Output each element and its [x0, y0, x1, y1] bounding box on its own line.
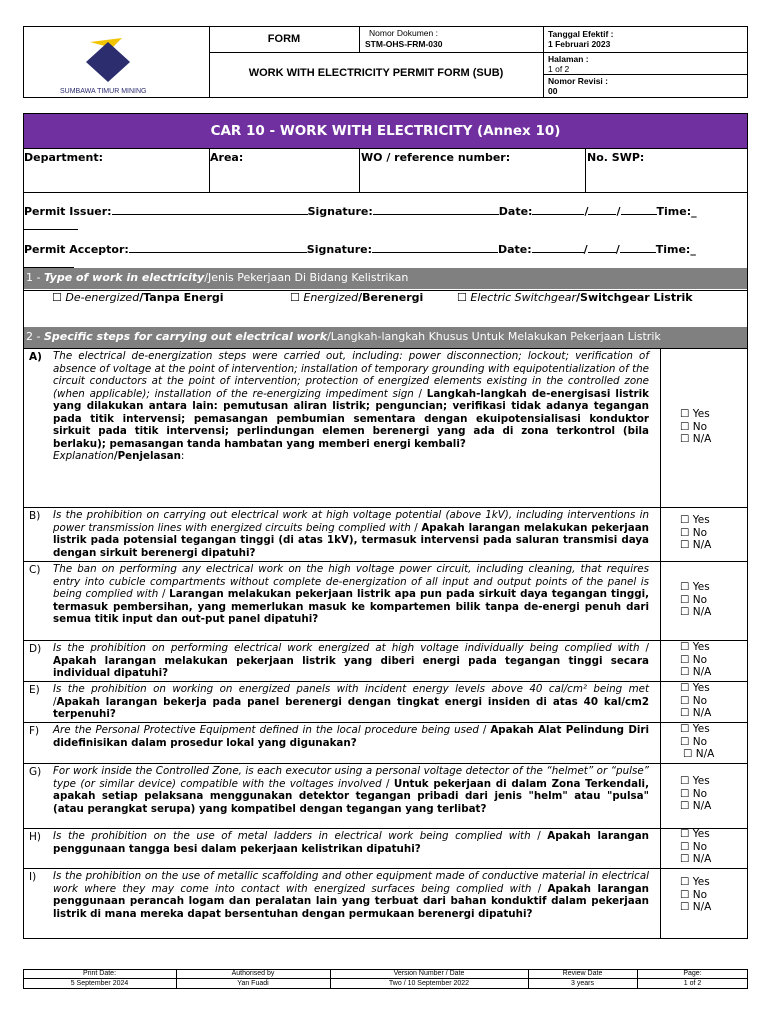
answer-options[interactable] [680, 775, 711, 813]
answer-na-checkbox[interactable]: ☐ N/A [680, 666, 712, 678]
question-text: Is the prohibition on the use of metal ladders in electrical work being complied with / Apakah larangan penggunaan tangga besi dalam pekerjaan kelistrikan dipatuhi? [53, 830, 650, 855]
answer-yes-checkbox[interactable]: ☐ Yes [680, 581, 710, 593]
answer-yes-checkbox[interactable]: ☐ Yes [680, 723, 710, 735]
section-2-header: 2 - Specific steps for carrying out electrical work/Langkah-langkah Khusus Untuk Melakukan Pekerjaan Listrik [24, 327, 747, 348]
footer-page: 1 of 2 [683, 980, 702, 987]
company-name: SUMBAWA TIMUR MINING [60, 88, 147, 95]
checkbox-icon[interactable]: ☐ [457, 291, 467, 304]
answer-yes-checkbox[interactable]: ☐ Yes [680, 876, 710, 888]
question-text: Is the prohibition on the use of metallic scaffolding and other equipment made of conductive material in electrical work where they may come into contact with energized surfaces being complied with / Apakah larangan penggunaan perancah logam dan peralatan lain yang terbuat dari bahan konduktif dalam pekerjaan listrik di mana mereka dapat bersentuhan dengan permukaan berenergi dipatuhi? [53, 870, 650, 920]
answer-yes-checkbox[interactable]: ☐ Yes [680, 641, 710, 653]
answer-options[interactable] [680, 408, 711, 446]
answer-na-checkbox[interactable]: ☐ N/A [680, 901, 712, 913]
answer-options[interactable] [680, 876, 711, 914]
page-value: 1 of 2 [548, 64, 570, 74]
answer-no-checkbox[interactable]: ☐ No [680, 653, 708, 666]
acceptor-signature-label: Signature: [306, 243, 372, 256]
effective-date-label: Tanggal Efektif : [548, 29, 614, 39]
form-banner: CAR 10 - WORK WITH ELECTRICITY (Annex 10) [24, 114, 747, 148]
permit-issuer-row[interactable]: Permit Issuer: Signature: Date: / / Time:_ [24, 205, 697, 218]
question-text: Is the prohibition on carrying out electrical work at high voltage potential (above 1kV), including interventions in power transmission lines with energized circuits being complied with / Apakah larangan melakukan pekerjaan listrik pada potensial tegangan tinggi (di atas 1kV), termasuk intervensi pada saluran transmisi daya dengan sirkuit berenergi dipatuhi? [53, 509, 649, 559]
company-logo [60, 36, 180, 94]
permit-issuer-label: Permit Issuer: [24, 205, 112, 218]
answer-no-checkbox[interactable]: ☐ No [680, 840, 708, 853]
option-switchgear[interactable]: ☐ Electric Switchgear/Switchgear Listrik [457, 291, 693, 304]
question-letter: D) [29, 643, 42, 655]
section-1-header: 1 - Type of work in electricity/Jenis Pekerjaan Di Bidang Kelistrikan [24, 268, 747, 289]
question-letter: A) [29, 351, 42, 363]
form-label: FORM [267, 33, 301, 45]
footer-version-label: Version Number / Date [393, 970, 465, 977]
footer-version: Two / 10 September 2022 [388, 980, 470, 987]
answer-na-checkbox[interactable]: ☐ N/A [683, 748, 715, 760]
answer-options[interactable] [680, 514, 711, 552]
answer-options[interactable] [680, 682, 711, 720]
footer-page-label: Page: [683, 970, 702, 977]
answer-na-checkbox[interactable]: ☐ N/A [680, 606, 712, 618]
question-letter: E) [29, 684, 40, 696]
department-field[interactable]: Department: [24, 151, 103, 164]
answer-na-checkbox[interactable]: ☐ N/A [680, 853, 712, 865]
answer-no-checkbox[interactable]: ☐ No [680, 526, 708, 539]
question-text: Is the prohibition on working on energized panels with incident energy levels above 40 cal/cm² being met /Apakah larangan bekerja pada panel berenergi dengan tingkat energi insiden di atas 40 kal/cm2 terpenuhi? [53, 683, 649, 720]
footer-authorised-by: Yan Fuadi [237, 980, 269, 987]
swp-number-field[interactable]: No. SWP: [587, 151, 645, 164]
answer-no-checkbox[interactable]: ☐ No [680, 593, 708, 606]
question-text: The electrical de-energization steps were carried out, including: power disconnection; lockout; verification of absence of voltage at the point of intervention; installation of temporary grounding with equipotentialization of the circuit conductors at the point of intervention; protection of energized elements existing in the controlled zone (when applicable); installation of the re-energizing impediment sign / Langkah-langkah de-energisasi listrik yang dilakukan antara lain: pemutusan aliran listrik; penguncian; verifikasi tidak adanya tegangan pada titik intervensi; pemasangan pembumian sementara dengan ekuipotensialisasi konduktor sirkuit pada titik intervensi; perlindungan elemen berenergi yang ada di zona terkontrol (bila berlaku); pemasangan tanda hambatan yang memberi energi kembali? Explanation/Penjelasan: [53, 350, 649, 462]
question-text: The ban on performing any electrical work on the high voltage power circuit, including cleaning, that requires entry into cubicle compartments without complete de-energization of all input and output points of the panel is being complied with / Larangan melakukan pekerjaan listrik apa pun pada sirkuit daya tegangan tinggi, termasuk pembersihan, yang memerlukan masuk ke kompartemen bilik tanpa de-energi penuh dari semua titik input dan out-put panel dipatuhi? [53, 563, 650, 625]
option-energized[interactable]: ☐ Energized/Berenergi [290, 291, 424, 304]
issuer-date-label: Date: [498, 205, 533, 218]
question-text: Are the Personal Protective Equipment defined in the local procedure being used / Apakah Alat Pelindung Diri didefinisikan dalam prosedur lokal yang digunakan? [53, 724, 649, 749]
question-text: Is the prohibition on performing electrical work energized at high voltage individually being complied with / Apakah larangan melakukan pekerjaan listrik yang diberi energi pada tegangan tinggi secara individual dipatuhi? [53, 642, 650, 679]
issuer-time-label: Time:_ [656, 205, 697, 218]
footer-review-date: 3 years [571, 980, 594, 987]
checkbox-icon[interactable]: ☐ [52, 291, 62, 304]
answer-yes-checkbox[interactable]: ☐ Yes [680, 775, 710, 787]
answer-yes-checkbox[interactable]: ☐ Yes [680, 408, 710, 420]
answer-yes-checkbox[interactable]: ☐ Yes [680, 828, 710, 840]
wo-reference-field[interactable]: WO / reference number: [361, 151, 511, 164]
doc-number: STM-OHS-FRM-030 [365, 39, 443, 49]
answer-options[interactable] [680, 723, 714, 761]
answer-yes-checkbox[interactable]: ☐ Yes [680, 682, 710, 694]
question-text: For work inside the Controlled Zone, is each executor using a personal voltage detector of the “helmet” or “pulse” type (or similar device) compatible with the voltages involved / Untuk pekerjaan di dalam Zona Terkendali, apakah setiap pelaksana menggunakan detektor tegangan pribadi dari jenis "helm" atau "pulsa" (atau perangkat serupa) yang kompatibel dengan tegangan yang terlibat? [53, 765, 649, 815]
answer-options[interactable] [680, 581, 711, 619]
question-letter: B) [29, 510, 41, 522]
answer-no-checkbox[interactable]: ☐ No [680, 787, 708, 800]
footer-review-label: Review Date [562, 970, 603, 977]
acceptor-date-label: Date: [498, 243, 532, 256]
answer-na-checkbox[interactable]: ☐ N/A [680, 800, 712, 812]
answer-no-checkbox[interactable]: ☐ No [680, 888, 708, 901]
doc-number-label: Nomor Dokumen : [369, 28, 438, 38]
question-letter: I) [29, 871, 37, 883]
permit-acceptor-row[interactable]: Permit Acceptor: Signature: Date: / / Time:_ [24, 243, 696, 256]
answer-no-checkbox[interactable]: ☐ No [680, 735, 708, 748]
revision-label: Nomor Revisi : [548, 76, 608, 86]
footer-print-date: 5 September 2024 [70, 980, 129, 987]
form-title: WORK WITH ELECTRICITY PERMIT FORM (SUB) [248, 67, 504, 79]
acceptor-time-label: Time:_ [655, 243, 696, 256]
footer-authorised-label: Authorised by [231, 970, 275, 977]
answer-na-checkbox[interactable]: ☐ N/A [680, 539, 712, 551]
checkbox-icon[interactable]: ☐ [290, 291, 300, 304]
answer-na-checkbox[interactable]: ☐ N/A [680, 433, 712, 445]
area-field[interactable]: Area: [210, 151, 244, 164]
question-letter: F) [29, 725, 40, 737]
option-de-energized[interactable]: ☐ De-energized/Tanpa Energi [52, 291, 224, 304]
question-letter: C) [29, 564, 41, 576]
revision-value: 00 [548, 86, 558, 96]
answer-yes-checkbox[interactable]: ☐ Yes [680, 514, 710, 526]
answer-options[interactable] [680, 641, 711, 679]
logo-diamond-icon [60, 36, 180, 84]
page-label: Halaman : [548, 54, 589, 64]
footer-print-date-label: Print Date: [82, 970, 117, 977]
answer-na-checkbox[interactable]: ☐ N/A [680, 707, 712, 719]
answer-no-checkbox[interactable]: ☐ No [680, 694, 708, 707]
question-letter: G) [29, 766, 42, 778]
effective-date: 1 Februari 2023 [548, 39, 611, 49]
answer-no-checkbox[interactable]: ☐ No [680, 420, 708, 433]
permit-acceptor-label: Permit Acceptor: [24, 243, 129, 256]
question-letter: H) [29, 831, 41, 843]
answer-options[interactable] [680, 828, 711, 866]
issuer-signature-label: Signature: [307, 205, 373, 218]
